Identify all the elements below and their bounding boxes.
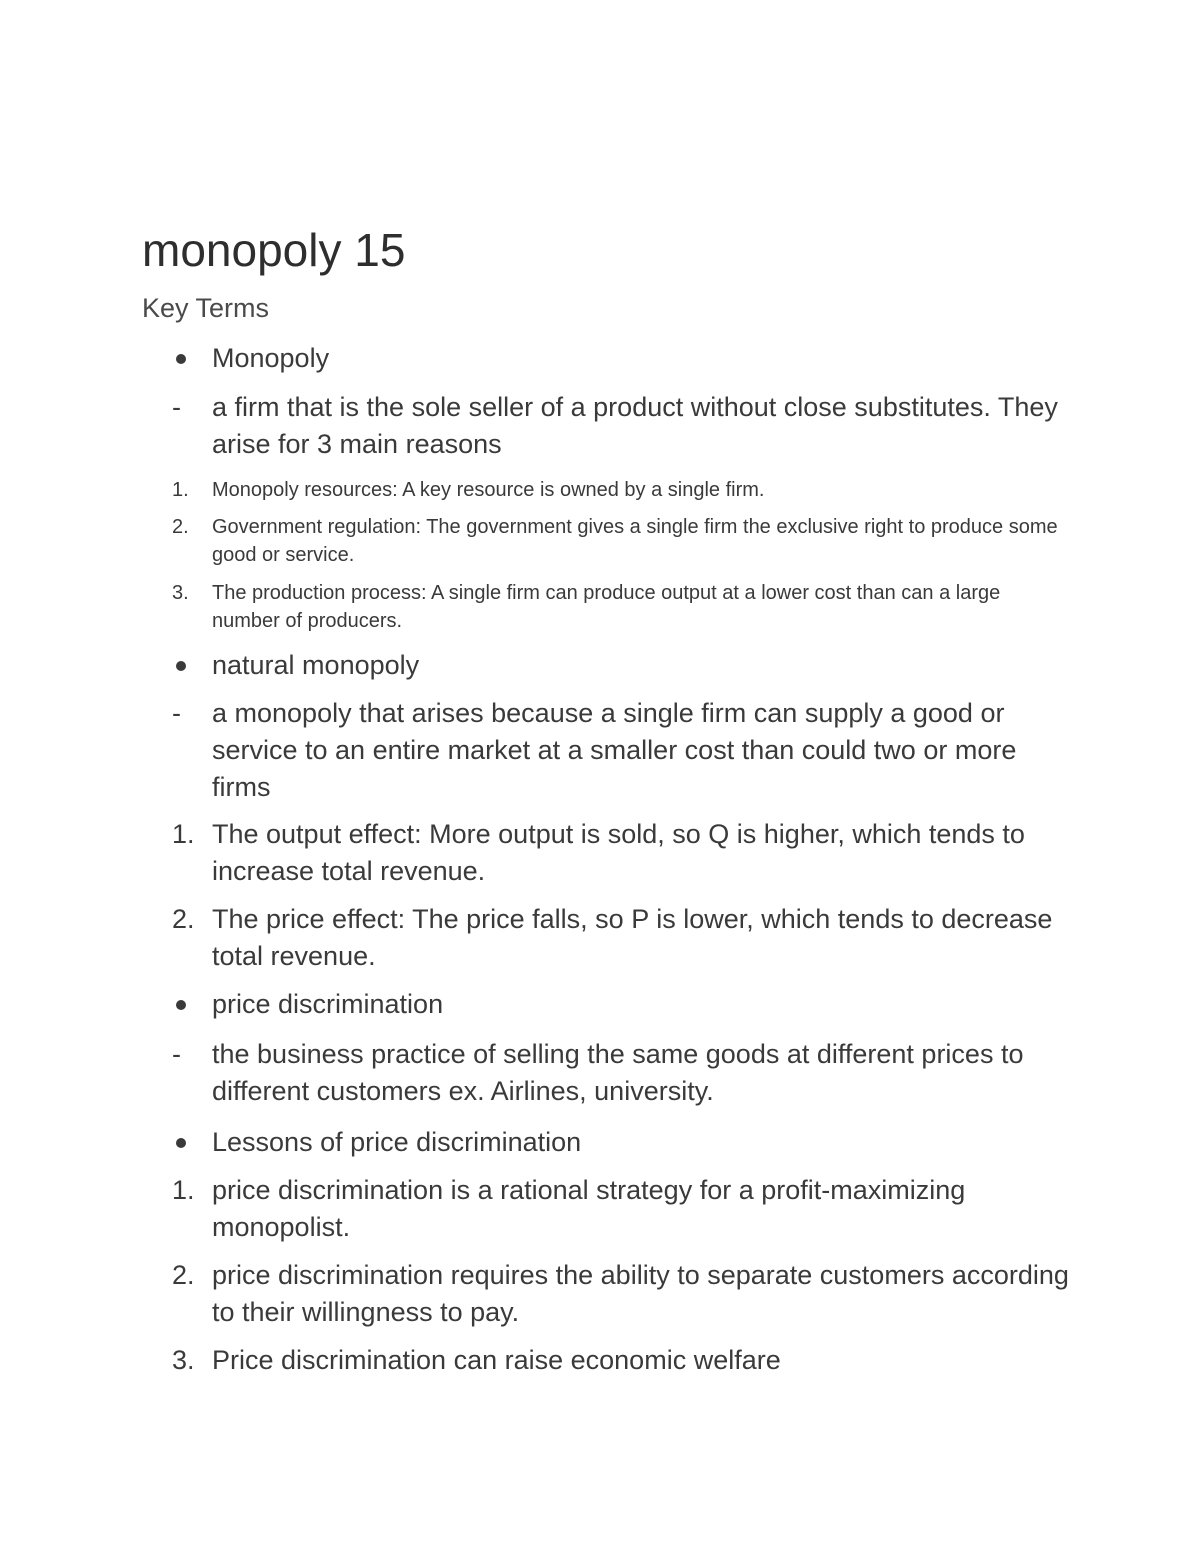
bullet-text: Lessons of price discrimination	[212, 1127, 582, 1157]
bullet-dot-icon	[176, 661, 186, 671]
definition-text: the business practice of selling the same goods at different prices to different customers ex. Airlines, university.	[212, 1039, 1024, 1106]
bullet-text: price discrimination	[212, 989, 444, 1019]
number-marker: 3.	[172, 1345, 195, 1375]
numbered-text: Government regulation: The government gives a single firm the exclusive right to produce some good or service.	[212, 516, 1058, 566]
bullet-text: Monopoly	[212, 343, 330, 373]
numbered-text: price discrimination requires the ability to separate customers according to their willingness to pay.	[212, 1260, 1069, 1327]
numbered-text: Price discrimination can raise economic welfare	[212, 1345, 781, 1375]
bullet-text: natural monopoly	[212, 650, 420, 680]
numbered-text: The output effect: More output is sold, so Q is higher, which tends to increase total revenue.	[212, 819, 1025, 886]
number-marker: 1.	[172, 479, 189, 501]
number-marker: 2.	[172, 904, 195, 934]
dash-marker: -	[172, 698, 181, 728]
document-title: monopoly 15	[142, 224, 406, 276]
definition-text: a firm that is the sole seller of a product without close substitutes. They arise for 3 main reasons	[212, 392, 1058, 459]
bullet-dot-icon	[176, 354, 186, 364]
definition-text: a monopoly that arises because a single firm can supply a good or service to an entire market at a smaller cost than could two or more firms	[212, 698, 1017, 802]
dash-marker: -	[172, 392, 181, 422]
number-marker: 3.	[172, 582, 189, 604]
dash-marker: -	[172, 1039, 181, 1069]
number-marker: 1.	[172, 1175, 195, 1205]
numbered-text: The production process: A single firm can produce output at a lower cost than can a large number of producers.	[212, 582, 1001, 632]
number-marker: 2.	[172, 516, 189, 538]
number-marker: 2.	[172, 1260, 195, 1290]
number-marker: 1.	[172, 819, 195, 849]
numbered-text: The price effect: The price falls, so P is lower, which tends to decrease total revenue.	[212, 904, 1053, 971]
document-subtitle: Key Terms	[142, 293, 270, 323]
bullet-dot-icon	[176, 1138, 186, 1148]
numbered-text: price discrimination is a rational strategy for a profit-maximizing monopolist.	[212, 1175, 966, 1242]
bullet-dot-icon	[176, 1000, 186, 1010]
numbered-text: Monopoly resources: A key resource is owned by a single firm.	[212, 479, 765, 501]
